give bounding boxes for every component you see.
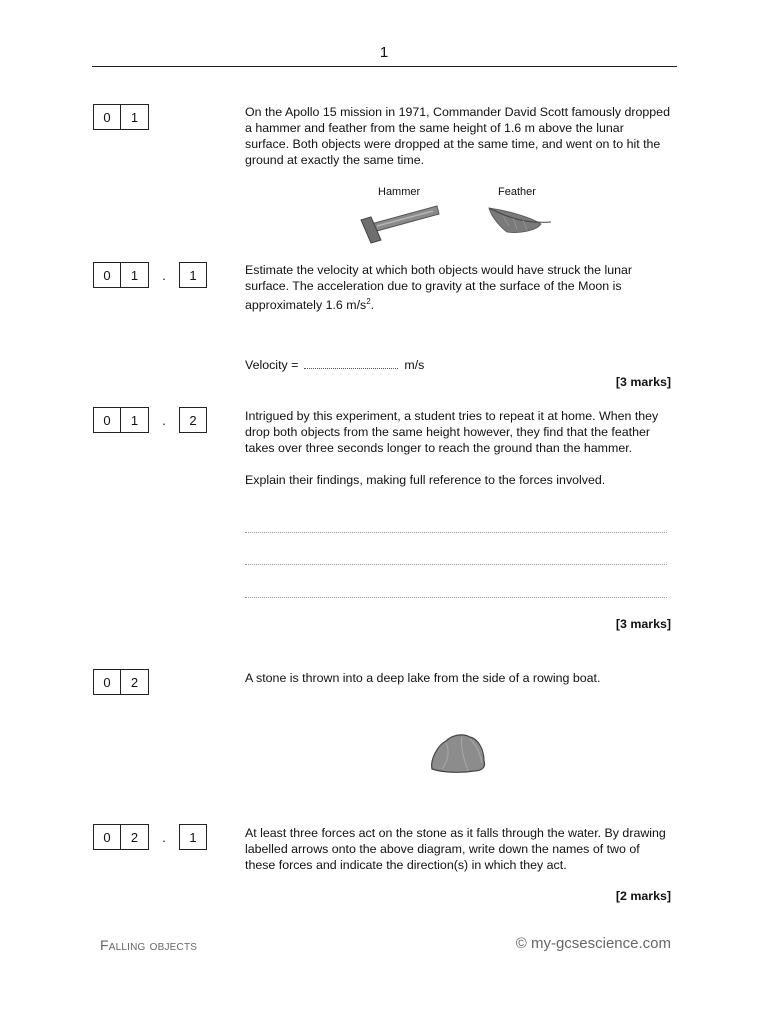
question-digit: 0 — [93, 669, 121, 695]
question-02-text: A stone is thrown into a deep lake from the side of a rowing boat. — [245, 671, 601, 685]
velocity-label: Velocity = — [245, 358, 299, 372]
question-number-box-02-1 — [93, 824, 207, 850]
question-01-2-text — [245, 408, 670, 488]
question-number-box-01-1 — [93, 262, 207, 288]
velocity-answer-row — [245, 358, 424, 372]
question-digit: 0 — [93, 824, 121, 850]
question-digit: 2 — [121, 669, 149, 695]
superscript: 2 — [366, 297, 371, 306]
question-digit: 2 — [121, 824, 149, 850]
question-01-intro: On the Apollo 15 mission in 1971, Commander David Scott famously dropped a hammer and feather from the same height of 1.6 m above the lunar surface. Both objects were dropped at the same time, and went on to hit the ground at exactly the same time. — [245, 105, 670, 167]
page-number: 1 — [379, 44, 389, 61]
answer-line[interactable] — [245, 597, 667, 598]
footer-copyright: © my-gcsescience.com — [515, 935, 671, 952]
question-02-1-text: At least three forces act on the stone as it falls through the water. By drawing labelled arrows onto the above diagram, write down the names of two of these forces and indicate the direction(s) in which they act. — [245, 826, 666, 872]
question-separator: . — [162, 267, 166, 283]
header-rule — [92, 66, 677, 67]
question-digit: 0 — [93, 262, 121, 288]
velocity-answer-blank[interactable] — [304, 358, 398, 369]
hammer-label: Hammer — [378, 186, 421, 198]
velocity-unit: m/s — [404, 358, 425, 372]
question-digit: 1 — [179, 824, 207, 850]
question-01-2-para-2: Explain their findings, making full reference to the forces involved. — [245, 473, 606, 487]
answer-line[interactable] — [245, 532, 667, 533]
question-digit: 1 — [121, 407, 149, 433]
question-digit: 1 — [121, 262, 149, 288]
question-separator: . — [162, 829, 166, 845]
footer-topic: Falling objects — [100, 937, 198, 953]
question-digit: 0 — [93, 104, 121, 130]
question-number-box-02 — [93, 669, 149, 695]
question-01-1-text — [245, 262, 670, 313]
question-separator: . — [162, 412, 166, 428]
question-digit: 1 — [179, 262, 207, 288]
marks-01-2: [3 marks] — [615, 617, 671, 631]
hammer-image — [355, 198, 445, 248]
question-01-1-text-end: . — [370, 298, 375, 313]
marks-02-1: [2 marks] — [615, 889, 671, 903]
question-number-box-01-2 — [93, 407, 207, 433]
question-digit: 1 — [121, 104, 149, 130]
answer-line[interactable] — [245, 564, 667, 565]
marks-01-1: [3 marks] — [615, 375, 671, 389]
stone-image — [428, 731, 488, 775]
question-01-1-text-main: Estimate the velocity at which both objects would have struck the lunar surface. The acceleration due to gravity at the surface of the Moon is approximately 1.6 m/s — [245, 263, 633, 313]
question-number-box-01 — [93, 104, 149, 130]
feather-image — [483, 204, 555, 240]
question-digit: 0 — [93, 407, 121, 433]
question-01-2-para-1: Intrigued by this experiment, a student tries to repeat it at home. When they drop both objects from the same height however, they find that the feather takes over three seconds longer to reach the ground than the hammer. — [245, 409, 659, 455]
question-digit: 2 — [179, 407, 207, 433]
feather-label: Feather — [498, 186, 536, 198]
